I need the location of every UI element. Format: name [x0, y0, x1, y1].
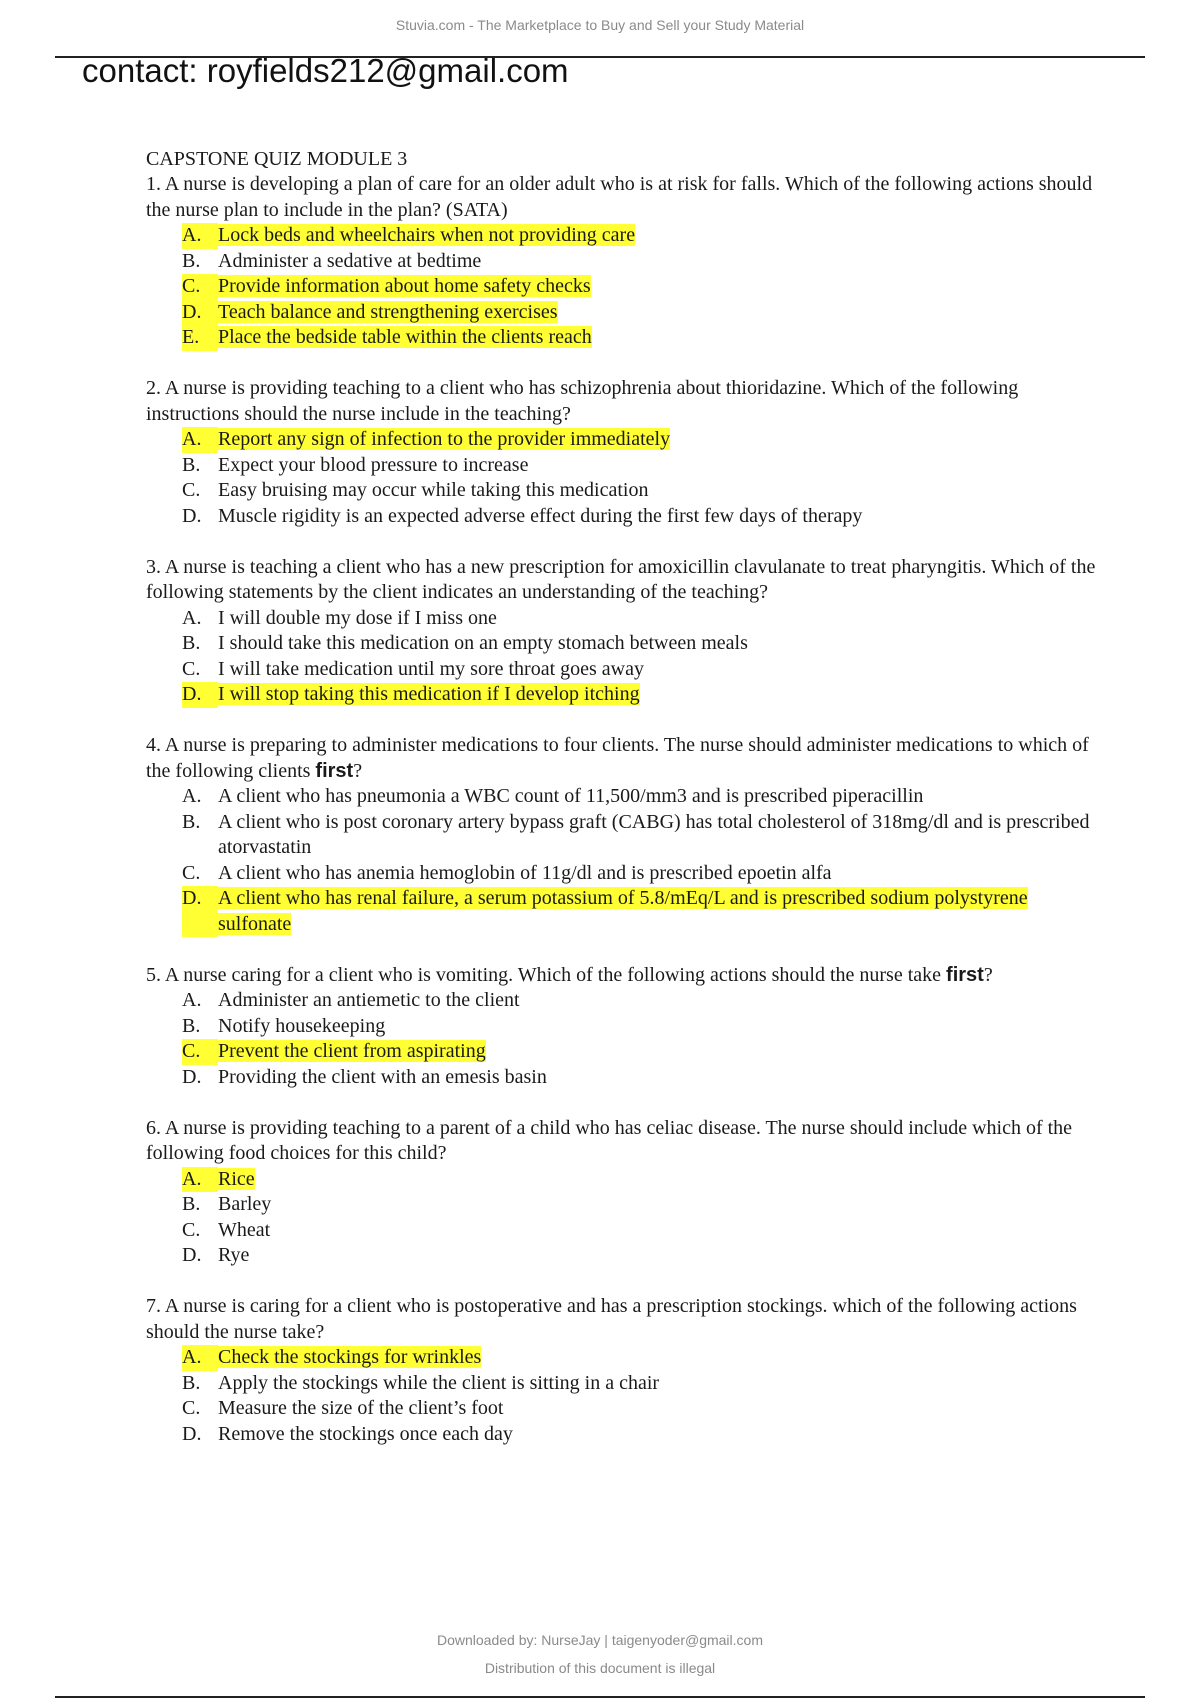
- question-7: [146, 1294, 1096, 1447]
- question-stem: 3. A nurse is teaching a client who has a new prescription for amoxicillin clavulanate to treat pharyngitis. Which of the following statements by the client indicates an understanding of the teaching?: [146, 555, 1096, 603]
- option: [146, 300, 1096, 326]
- option-letter: C.: [182, 274, 218, 300]
- option-list: [146, 988, 1096, 1090]
- stem-emphasis: first: [946, 963, 984, 986]
- option: [146, 1243, 1096, 1269]
- option-letter: B.: [182, 453, 201, 476]
- option-text: Rice: [218, 1167, 255, 1190]
- option-letter: C.: [182, 1218, 201, 1241]
- question-5: [146, 963, 1096, 1091]
- question-stem: 2. A nurse is providing teaching to a client who has schizophrenia about thioridazine. Which of the following instructions should the nurse include in the teaching?: [146, 377, 1019, 425]
- option-letter: D.: [182, 1422, 202, 1445]
- option-letter: D.: [182, 682, 218, 708]
- question-stem: [146, 733, 1096, 784]
- quiz-content: [146, 146, 1096, 1447]
- option-text: Prevent the client from aspirating: [218, 1040, 486, 1062]
- option-letter: C.: [182, 1039, 218, 1065]
- option-letter: A.: [182, 989, 202, 1011]
- stem-end: ?: [983, 963, 993, 986]
- option-list: [146, 1345, 1096, 1447]
- option: [146, 886, 1096, 937]
- option-text: Wheat: [218, 1218, 271, 1241]
- option-text: Notify housekeeping: [218, 1014, 386, 1037]
- contact-email: contact: royfields212@gmail.com: [82, 52, 569, 89]
- option: [146, 861, 1096, 887]
- option: [146, 784, 1096, 810]
- option-text: Provide information about home safety checks: [218, 275, 591, 297]
- option-text: Administer a sedative at bedtime: [218, 249, 482, 272]
- option-letter: A.: [182, 606, 202, 629]
- option: [146, 1039, 1096, 1065]
- option: [146, 1396, 1096, 1422]
- quiz-title: CAPSTONE QUIZ MODULE 3: [146, 148, 408, 170]
- option-letter: C.: [182, 861, 201, 884]
- option: [146, 1014, 1096, 1040]
- option-text: A client who is post coronary artery bypass graft (CABG) has total cholesterol of 318mg/dl and is prescribed atorvastatin: [218, 810, 1090, 858]
- option: [146, 1345, 1096, 1371]
- option-text: Report any sign of infection to the provider immediately: [218, 428, 671, 450]
- question-stem: 7. A nurse is caring for a client who is postoperative and has a prescription stockings. which of the following actions should the nurse take?: [146, 1295, 1077, 1343]
- footer-divider: [55, 1696, 1145, 1698]
- option-letter: A.: [182, 1345, 218, 1371]
- option-text: Administer an antiemetic to the client: [218, 989, 520, 1011]
- option-text: Rye: [218, 1244, 250, 1266]
- option: [146, 453, 1096, 479]
- option: [146, 1218, 1096, 1244]
- option-letter: B.: [182, 1014, 201, 1037]
- stem-emphasis: first: [315, 759, 354, 782]
- option-text: I will stop taking this medication if I develop itching: [218, 683, 640, 705]
- option-letter: D.: [182, 1065, 202, 1088]
- site-header: Stuvia.com - The Marketplace to Buy and Sell your Study Material: [395, 17, 805, 33]
- option: [146, 427, 1096, 453]
- option-text: I will take medication until my sore throat goes away: [218, 657, 644, 680]
- option: [146, 1192, 1096, 1218]
- question-6: [146, 1116, 1096, 1269]
- option: [146, 223, 1096, 249]
- option-letter: C.: [182, 657, 201, 680]
- option-letter: E.: [182, 325, 218, 351]
- option: [146, 682, 1096, 708]
- option-letter: B.: [182, 249, 201, 272]
- option-text: Place the bedside table within the clients reach: [218, 326, 592, 348]
- question-2: [146, 376, 1096, 529]
- option-text: I will double my dose if I miss one: [218, 606, 497, 629]
- option: [146, 1065, 1096, 1091]
- option: [146, 1371, 1096, 1397]
- option: [146, 325, 1096, 351]
- option: [146, 988, 1096, 1014]
- option-list: [146, 1167, 1096, 1269]
- option-letter: A.: [182, 785, 202, 807]
- option: [146, 631, 1096, 657]
- option-letter: B.: [182, 810, 201, 833]
- option: [146, 657, 1096, 683]
- option-letter: B.: [182, 1193, 201, 1215]
- question-4: [146, 733, 1096, 937]
- option-text: Providing the client with an emesis basin: [218, 1065, 547, 1088]
- option: [146, 1167, 1096, 1193]
- download-notice: Downloaded by: NurseJay | taigenyoder@gmail.com: [436, 1632, 763, 1648]
- option-letter: C.: [182, 1397, 201, 1419]
- option-text: A client who has anemia hemoglobin of 11g/dl and is prescribed epoetin alfa: [218, 861, 832, 884]
- option-list: [146, 606, 1096, 708]
- option-text: Apply the stockings while the client is sitting in a chair: [218, 1371, 660, 1394]
- option-letter: A.: [182, 1167, 218, 1193]
- option: [146, 249, 1096, 275]
- option: [146, 606, 1096, 632]
- question-stem: 1. A nurse is developing a plan of care for an older adult who is at risk for falls. Which of the following actions should the nurse plan to include in the plan? (SATA): [146, 173, 1093, 221]
- question-stem: 6. A nurse is providing teaching to a parent of a child who has celiac disease. The nurse should include which of the following food choices for this child?: [146, 1116, 1073, 1164]
- option-text: Barley: [218, 1193, 272, 1215]
- option-text: Expect your blood pressure to increase: [218, 453, 529, 476]
- option: [146, 810, 1096, 861]
- stem-text: 5. A nurse caring for a client who is vomiting. Which of the following actions should the nurse take: [146, 963, 947, 986]
- option-letter: D.: [182, 1244, 202, 1266]
- option-list: [146, 223, 1096, 351]
- option-letter: A.: [182, 223, 218, 249]
- option-text: Measure the size of the client’s foot: [218, 1397, 504, 1419]
- option-letter: A.: [182, 427, 218, 453]
- option-text: I should take this medication on an empty stomach between meals: [218, 632, 748, 654]
- option-text: Muscle rigidity is an expected adverse effect during the first few days of therapy: [218, 504, 863, 527]
- option: [146, 274, 1096, 300]
- stem-end: ?: [353, 759, 363, 782]
- option-text: Teach balance and strengthening exercises: [218, 300, 558, 323]
- option: [146, 1422, 1096, 1448]
- stem-text: 4. A nurse is preparing to administer medications to four clients. The nurse should administer medications to which of the following clients: [146, 734, 1089, 782]
- option-list: [146, 427, 1096, 529]
- option-text: A client who has renal failure, a serum potassium of 5.8/mEq/L and is prescribed sodium polystyrene sulfonate: [218, 887, 1028, 935]
- option-letter: D.: [182, 886, 218, 937]
- option-letter: D.: [182, 504, 202, 527]
- option-text: Check the stockings for wrinkles: [218, 1346, 482, 1368]
- option-letter: B.: [182, 1371, 201, 1394]
- question-1: [146, 172, 1096, 351]
- option-letter: C.: [182, 479, 201, 501]
- option-text: A client who has pneumonia a WBC count of 11,500/mm3 and is prescribed piperacillin: [218, 785, 924, 807]
- option-text: Lock beds and wheelchairs when not providing care: [218, 224, 636, 246]
- option-letter: B.: [182, 632, 201, 654]
- option: [146, 478, 1096, 504]
- option-list: [146, 784, 1096, 937]
- option: [146, 504, 1096, 530]
- option-letter: D.: [182, 300, 218, 326]
- option-text: Remove the stockings once each day: [218, 1422, 513, 1445]
- question-3: [146, 555, 1096, 708]
- question-stem: [146, 963, 1096, 989]
- distribution-notice: Distribution of this document is illegal: [484, 1660, 716, 1676]
- option-text: Easy bruising may occur while taking this medication: [218, 479, 649, 501]
